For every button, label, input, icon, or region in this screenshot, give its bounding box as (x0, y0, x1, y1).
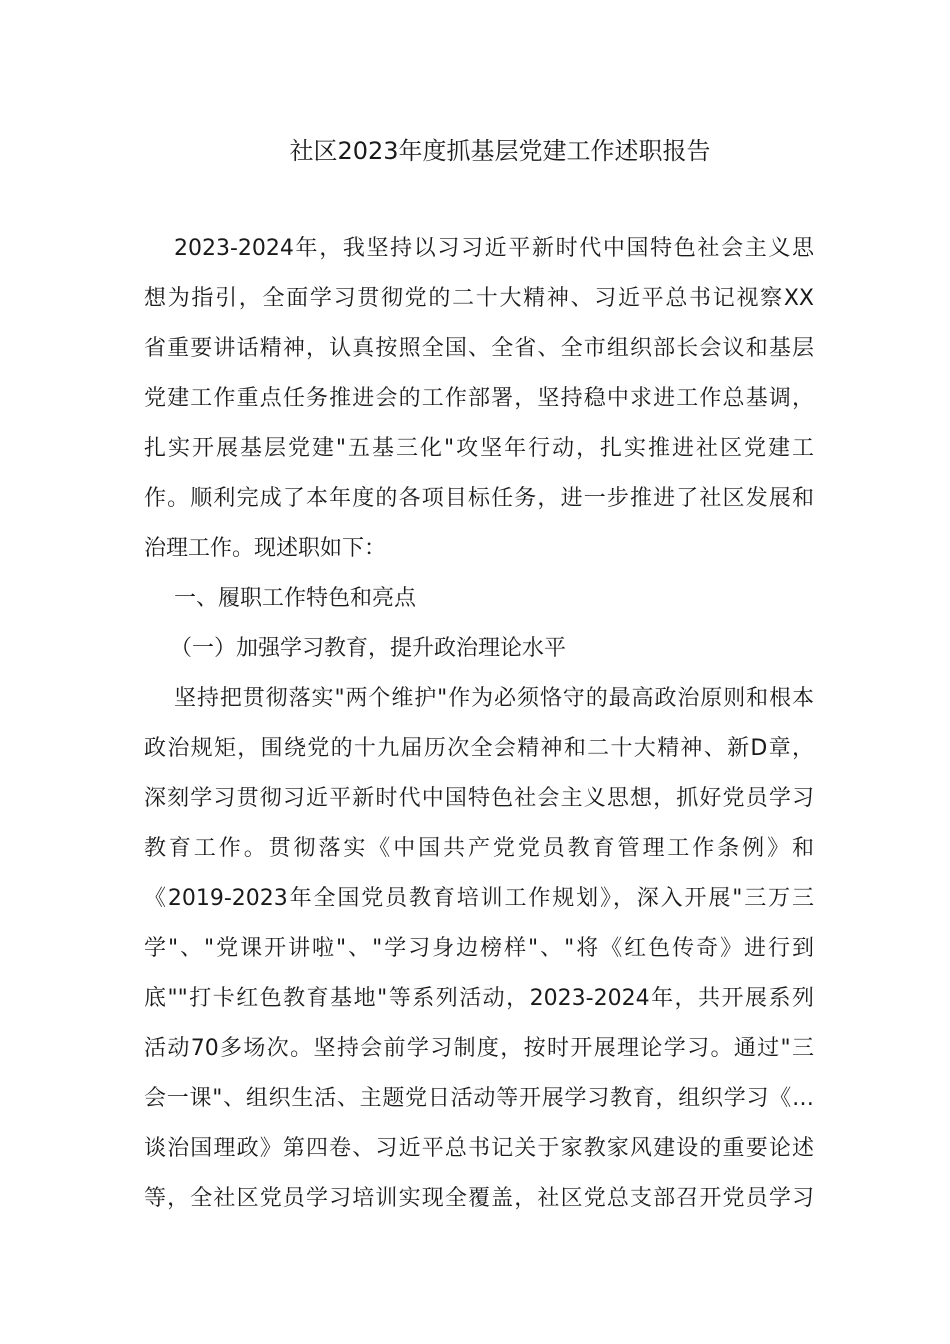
paragraph-line: 谈治国理政》第四卷、习近平总书记关于家教家风建设的重要论述 (144, 1136, 814, 1161)
paragraph-line: 会一课"、组织生活、主题党日活动等开展学习教育，组织学习《… (144, 1086, 814, 1111)
paragraph-line: 党建工作重点任务推进会的工作部署，坚持稳中求进工作总基调， (144, 386, 814, 411)
paragraph-line: 教育工作。贯彻落实《中国共产党党员教育管理工作条例》和 (144, 836, 814, 861)
paragraph-line: 等，全社区党员学习培训实现全覆盖，社区党总支部召开党员学习 (144, 1186, 814, 1211)
paragraph-line: 想为指引，全面学习贯彻党的二十大精神、习近平总书记视察XX (144, 286, 814, 311)
paragraph-line: 深刻学习贯彻习近平新时代中国特色社会主义思想，抓好党员学习 (144, 786, 814, 811)
paragraph-line: 扎实开展基层党建"五基三化"攻坚年行动，扎实推进社区党建工 (144, 436, 814, 461)
document-title: 社区2023年度抓基层党建工作述职报告 (289, 137, 711, 165)
paragraph-line: 治理工作。现述职如下： (144, 536, 387, 561)
paragraph-line: 省重要讲话精神，认真按照全国、全省、全市组织部长会议和基层 (144, 336, 814, 361)
paragraph-line: 底""打卡红色教育基地"等系列活动，2023-2024年，共开展系列 (144, 986, 814, 1011)
paragraph-line: 《2019-2023年全国党员教育培训工作规划》，深入开展"三万三 (144, 886, 814, 911)
paragraph-line: 学"、"党课开讲啦"、"学习身边榜样"、"将《红色传奇》进行到 (144, 936, 814, 961)
paragraph-line: 作。顺利完成了本年度的各项目标任务，进一步推进了社区发展和 (144, 486, 814, 511)
section-heading: 一、履职工作特色和亮点 (174, 586, 417, 611)
paragraph-line: 活动70多场次。坚持会前学习制度，按时开展理论学习。通过"三 (144, 1036, 814, 1061)
paragraph-line: 坚持把贯彻落实"两个维护"作为必须恪守的最高政治原则和根本 (174, 686, 814, 711)
paragraph-line: 2023-2024年，我坚持以习习近平新时代中国特色社会主义思 (174, 236, 814, 261)
subsection-heading: （一）加强学习教育，提升政治理论水平 (170, 636, 567, 661)
paragraph-line: 政治规矩，围绕党的十九届历次全会精神和二十大精神、新D章， (144, 736, 814, 761)
